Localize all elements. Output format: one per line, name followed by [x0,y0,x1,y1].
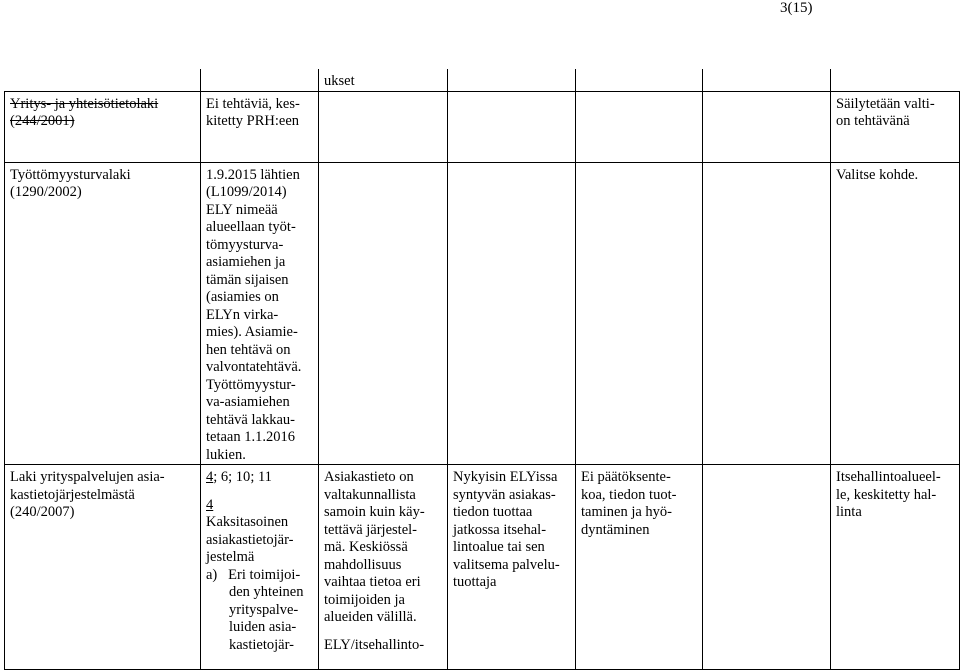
cell-line: valtakunnallista [324,486,416,503]
cell-line: tettävä järjestel- [324,521,417,538]
cell-line: tehtävä lakkau- [206,411,295,428]
section-ref: ; 10 [228,469,251,485]
empty-cell [319,162,448,465]
cell-line: tämän sijaisen [206,271,289,288]
law-name: Yritys- ja yhteisötietolaki [10,95,159,112]
cell-line: Ei päätöksente- [581,469,671,485]
decision-cell [831,465,960,670]
cell-line: Ei tehtäviä, kes- [206,95,300,112]
cell-line: tetaan 1.1.2016 [206,429,295,445]
section-ref: ; 11 [250,469,272,485]
description-cell [319,465,448,670]
cell-line: on tehtävänä [836,113,910,129]
list-item [206,567,314,585]
cell-line: koa, tiedon tuot- [581,486,677,503]
table-row [5,91,960,162]
cell-line: jatkossa itsehal- [453,521,547,538]
cell-line: kastietojär- [229,636,294,653]
empty-cell [703,162,831,465]
cell-line: lukien. [206,446,246,463]
cell-line: alueiden välillä. [324,609,417,625]
cell-line: (L1099/2014) [206,184,287,200]
law-number: (244/2001) [10,113,75,129]
cell-line: lintoalue tai sen [453,539,545,555]
decision-cell [831,162,960,465]
empty-cell [703,91,831,162]
task-cell [201,465,319,670]
cell-line: den yhteinen [229,584,304,600]
page-number: 3(15) [780,0,813,16]
cell-line: ELYn virka- [206,306,279,323]
cell-line: Itsehallintoalueel- [836,469,941,485]
cell-line: taminen ja hyö- [581,504,673,520]
task-cell [201,162,319,465]
section-ref: ; 6 [213,469,229,485]
cell-line: toimijoiden ja [324,591,405,608]
cell-line: syntyvän asiakas- [453,486,556,503]
cell-line: yrityspalve- [229,601,299,618]
cell-line: alueellaan työt- [206,219,296,235]
cell-line: Säilytetään valti- [836,95,935,112]
select-item-placeholder[interactable]: Valitse kohde. [836,166,919,183]
cell-line: vaihtaa tietoa eri [324,574,421,590]
decision-cell [831,91,960,162]
law-cell [5,465,201,670]
cell-line: Eri toimijoi- [228,566,301,583]
cell-line: 1.9.2015 lähtien [206,166,300,183]
document-table [4,69,960,670]
cell-line: asiamiehen ja [206,254,286,270]
cell-line: Nykyisin ELYissa [453,469,558,485]
cell-line: linta [836,504,862,520]
empty-cell [448,91,576,162]
description-cell [448,465,576,670]
table-row [5,465,960,670]
header-fragment: ukset [319,69,448,91]
cell-line: (asiamies on [206,289,279,305]
cell-line: hen tehtävä on [206,341,291,358]
cell-line: samoin kuin käy- [324,504,425,520]
cell-line: Asiakastieto on [324,469,414,485]
description-cell [576,465,703,670]
cell-line: tömyysturva- [206,236,284,253]
cell-line: luiden asia- [229,619,297,635]
law-number: (240/2007) [10,504,75,520]
cell-line: ELY/itsehallinto- [324,636,425,653]
section-heading: asiakastietojär- [206,531,294,548]
section-number: 4 [206,496,214,513]
cell-line: Työttömyystur- [206,376,296,393]
header-fragment-row [5,69,960,91]
section-refs [206,469,314,487]
empty-cell [576,91,703,162]
table-row [5,162,960,465]
cell-line: kitetty PRH:een [206,113,300,129]
cell-line: tuottaja [453,574,497,590]
law-cell [5,162,201,465]
law-cell [5,91,201,162]
empty-cell [576,162,703,465]
section-heading: Kaksitasoinen [206,514,289,530]
law-name: Laki yrityspalvelujen asia- [10,469,165,485]
section-ref: 4 [206,469,214,485]
cell-line: mies). Asiamie- [206,324,298,340]
cell-line: le, keskitetty hal- [836,486,937,503]
empty-cell [319,91,448,162]
task-cell [201,91,319,162]
law-name: kastietojärjestelmästä [10,486,135,503]
empty-cell [703,465,831,670]
law-number: (1290/2002) [10,184,82,200]
cell-line: dyntäminen [581,521,650,538]
cell-line: mä. Keskiössä [324,539,408,555]
section-heading: jestelmä [206,549,255,565]
list-item-label: a) [206,566,218,583]
cell-line: valvontatehtävä. [206,359,302,375]
empty-cell [448,162,576,465]
cell-line: valitsema palvelu- [453,556,560,573]
law-name: Työttömyysturvalaki [10,166,131,183]
cell-line: va-asiamiehen [206,394,290,410]
cell-line: tiedon tuottaa [453,504,533,520]
cell-line: mahdollisuus [324,556,402,573]
cell-line: ELY nimeää [206,201,278,218]
